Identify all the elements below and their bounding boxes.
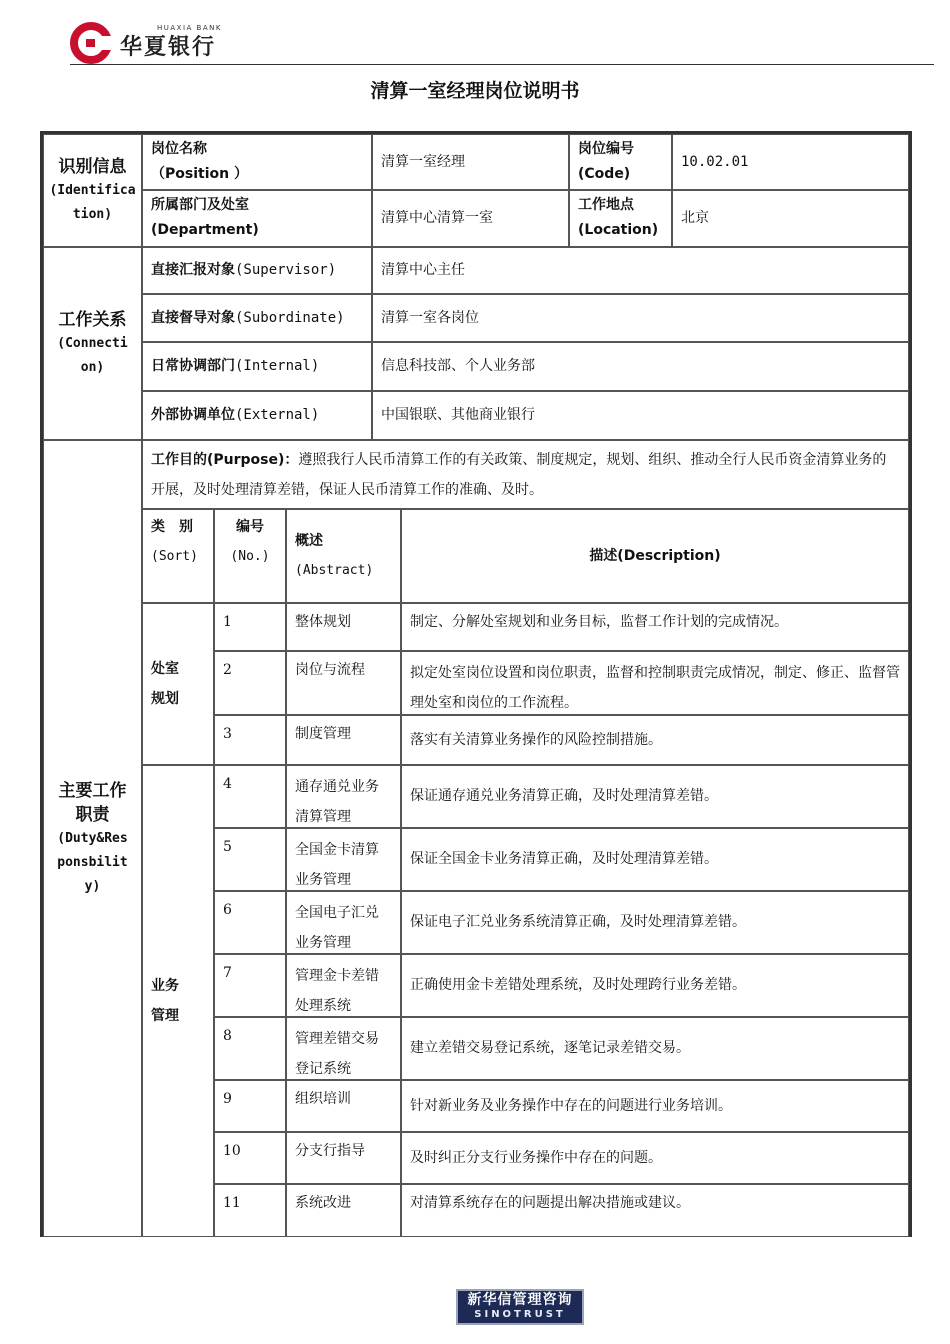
supervisor-label: 直接汇报对象 (Supervisor) [142,247,372,294]
item-description: 保证全国金卡业务清算正确，及时处理清算差错。 [401,828,909,891]
item-description: 建立差错交易登记系统，逐笔记录差错交易。 [401,1017,909,1080]
code-label: 岗位编号 [578,141,634,157]
item-no: 1 [214,603,286,651]
section-title-en: (Duty&Res ponsbilit y) [57,830,128,894]
header-description: 描述(Description) [401,509,909,603]
position-label-en: （Position ） [151,166,248,182]
category-planning: 处室规划 [142,603,214,765]
header-abstract: 概述 (Abstract) [286,509,401,603]
duties-section-label [43,440,142,1237]
header-no: 编号 (No.) [214,509,286,603]
page-title: 清算一室经理岗位说明书 [370,80,580,102]
item-abstract: 管理差错交易登记系统 [286,1017,401,1080]
item-abstract: 全国电子汇兑业务管理 [286,891,401,954]
item-no: 2 [214,651,286,715]
external-label: 外部协调单位 (External) [142,391,372,440]
item-abstract: 组织培训 [286,1080,401,1132]
internal-label: 日常协调部门 (Internal) [142,342,372,391]
item-description: 拟定处室岗位设置和岗位职责，监督和控制职责完成情况，制定、修正、监督管理处室和岗位的工作流程。 [401,651,909,715]
bank-name: 华夏银行 [120,35,217,60]
external-value: 中国银联、其他商业银行 [372,391,909,440]
section-title: 工作关系 [58,309,127,330]
item-no: 8 [214,1017,286,1080]
position-label-cell [142,134,372,190]
consultant-name: 新华信管理咨询 [467,1292,573,1308]
consultant-logo [456,1289,584,1325]
subordinate-label: 直接督导对象 (Subordinate) [142,294,372,342]
identification-section-label [43,134,142,247]
subordinate-value: 清算一室各岗位 [372,294,909,342]
internal-value: 信息科技部、个人业务部 [372,342,909,391]
item-no: 5 [214,828,286,891]
supervisor-value: 清算中心主任 [372,247,909,294]
item-abstract: 分支行指导 [286,1132,401,1184]
item-description: 对清算系统存在的问题提出解决措施或建议。 [401,1184,909,1237]
section-title: 识别信息 [58,156,127,177]
item-description: 正确使用金卡差错处理系统，及时处理跨行业务差错。 [401,954,909,1017]
item-description: 针对新业务及业务操作中存在的问题进行业务培训。 [401,1080,909,1132]
item-description: 保证电子汇兑业务系统清算正确，及时处理清算差错。 [401,891,909,954]
item-abstract: 通存通兑业务清算管理 [286,765,401,828]
item-abstract: 全国金卡清算业务管理 [286,828,401,891]
department-label-cell [142,190,372,247]
item-no: 4 [214,765,286,828]
category-business: 业务管理 [142,765,214,1237]
location-label: 工作地点 [578,197,634,213]
item-abstract: 整体规划 [286,603,401,651]
purpose-cell [142,440,909,509]
position-value: 清算一室经理 [372,134,569,190]
item-description: 及时纠正分支行业务操作中存在的问题。 [401,1132,909,1184]
item-no: 6 [214,891,286,954]
header-divider [70,64,934,65]
item-description: 保证通存通兑业务清算正确，及时处理清算差错。 [401,765,909,828]
item-no: 11 [214,1184,286,1237]
item-description: 落实有关清算业务操作的风险控制措施。 [401,715,909,765]
item-no: 9 [214,1080,286,1132]
section-title: 主要工作 职责 [58,780,127,825]
consultant-name-en: SINOTRUST [474,1309,566,1320]
bank-logo-icon [70,22,112,64]
code-label-cell [569,134,672,190]
item-no: 10 [214,1132,286,1184]
position-label: 岗位名称 [151,141,207,157]
purpose-label: 工作目的(Purpose)： [151,452,299,468]
department-label-en: (Department) [151,222,259,238]
item-description: 制定、分解处室规划和业务目标，监督工作计划的完成情况。 [401,603,909,651]
code-label-en: (Code) [578,166,631,182]
header-sort: 类 别 (Sort) [142,509,214,603]
section-title-en: (Identification) [49,182,136,222]
location-label-cell [569,190,672,247]
bank-name-en: HUAXIA BANK [157,24,222,32]
department-label: 所属部门及处室 [151,197,249,213]
connection-section-label [43,247,142,440]
item-abstract: 管理金卡差错处理系统 [286,954,401,1017]
item-no: 7 [214,954,286,1017]
location-label-en: (Location) [578,222,659,238]
department-value: 清算中心清算一室 [372,190,569,247]
item-abstract: 制度管理 [286,715,401,765]
code-value: 10.02.01 [672,134,909,190]
location-value: 北京 [672,190,909,247]
item-abstract: 岗位与流程 [286,651,401,715]
item-abstract: 系统改进 [286,1184,401,1237]
purpose-text: 遵照我行人民币清算工作的有关政策、制度规定，规划、组织、推动全行人民币资金清算业务的开展，及时处理清算差错，保证人民币清算工作的准确、及时。 [151,452,887,498]
item-no: 3 [214,715,286,765]
section-title-en: (Connecti on) [57,335,128,375]
